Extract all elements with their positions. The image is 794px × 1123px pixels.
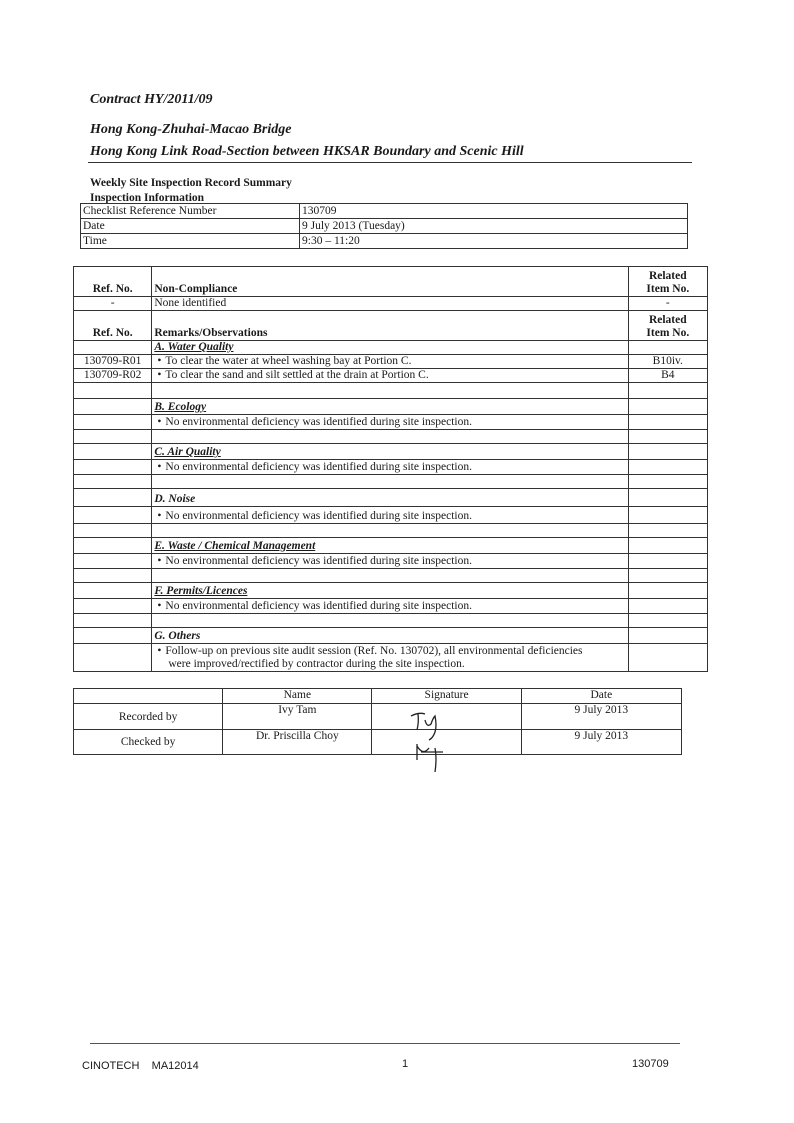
remark-cell — [152, 554, 628, 569]
table-row — [74, 704, 682, 730]
table-row — [74, 628, 708, 644]
desc-cell: None identified — [152, 297, 628, 311]
table-row — [81, 234, 688, 249]
info-value: 9 July 2013 (Tuesday) — [300, 219, 688, 234]
remark-text: • No environmental deficiency was identified during site inspection. — [154, 461, 472, 473]
remark-text: • No environmental deficiency was identified during site inspection. — [154, 600, 472, 612]
category-air-quality — [152, 444, 628, 460]
empty-cell — [628, 538, 707, 554]
category-title: E. Waste / Chemical Management — [154, 540, 316, 552]
empty-cell — [628, 489, 707, 507]
col-name-header: Name — [223, 689, 372, 704]
empty-cell — [628, 460, 707, 475]
table-row — [74, 569, 708, 583]
empty-cell — [628, 524, 707, 538]
col-noncompliance-header: Non-Compliance — [152, 267, 628, 297]
table-row — [74, 355, 708, 369]
table-row — [74, 341, 708, 355]
name-cell: Dr. Priscilla Choy — [223, 730, 372, 755]
empty-cell — [74, 614, 152, 628]
info-value: 130709 — [300, 204, 688, 219]
empty-cell — [74, 628, 152, 644]
table-row — [81, 204, 688, 219]
empty-cell — [74, 599, 152, 614]
empty-cell — [74, 383, 152, 399]
info-label: Date — [81, 219, 300, 234]
remark-cell — [152, 369, 628, 383]
col-date-header: Date — [521, 689, 681, 704]
project-section: Hong Kong Link Road-Section between HKSAR Boundary and Scenic Hill — [90, 144, 524, 159]
info-label: Time — [81, 234, 300, 249]
empty-cell — [74, 538, 152, 554]
category-title: B. Ecology — [154, 401, 207, 413]
table-row — [74, 507, 708, 524]
item-cell: - — [628, 297, 707, 311]
summary-title: Weekly Site Inspection Record Summary — [90, 177, 292, 189]
empty-cell — [152, 383, 628, 399]
remark-text: • No environmental deficiency was identified during site inspection. — [154, 555, 472, 567]
table-row — [74, 297, 708, 311]
project-name: Hong Kong-Zhuhai-Macao Bridge — [90, 122, 292, 137]
remark-text: • No environmental deficiency was identified during site inspection. — [154, 510, 472, 522]
empty-cell — [74, 524, 152, 538]
empty-cell — [74, 689, 223, 704]
table-row — [74, 383, 708, 399]
empty-cell — [628, 415, 707, 430]
ref-cell: 130709-R01 — [74, 355, 152, 369]
table-row — [74, 599, 708, 614]
date-cell: 9 July 2013 — [521, 730, 681, 755]
empty-cell — [152, 569, 628, 583]
col-signature-header: Signature — [372, 689, 521, 704]
empty-cell — [74, 444, 152, 460]
category-water-quality — [152, 341, 628, 355]
empty-cell — [628, 430, 707, 444]
table-row — [74, 369, 708, 383]
remark-cell — [152, 599, 628, 614]
remark-text: • Follow-up on previous site audit session (Ref. No. 130702), all environmental deficiencies — [154, 645, 625, 658]
footer-right: 130709 — [632, 1058, 669, 1070]
item-cell: B10iv. — [628, 355, 707, 369]
table-row — [74, 524, 708, 538]
category-title: C. Air Quality — [154, 446, 221, 458]
remarks-table — [73, 266, 708, 672]
table-row — [74, 730, 682, 755]
remark-cell — [152, 507, 628, 524]
table-row — [74, 399, 708, 415]
date-cell: 9 July 2013 — [521, 704, 681, 730]
empty-cell — [628, 614, 707, 628]
empty-cell — [628, 507, 707, 524]
empty-cell — [74, 507, 152, 524]
footer-rule — [90, 1043, 680, 1044]
role-cell: Checked by — [74, 730, 223, 755]
table-row — [74, 554, 708, 569]
empty-cell — [628, 444, 707, 460]
role-cell: Recorded by — [74, 704, 223, 730]
remark-cell — [152, 460, 628, 475]
category-title: G. Others — [154, 630, 201, 642]
header-line: Item No. — [646, 327, 690, 339]
header-line: Item No. — [646, 283, 690, 295]
empty-cell — [152, 524, 628, 538]
table-row — [74, 267, 708, 297]
table-row — [74, 614, 708, 628]
remark-text: • To clear the sand and silt settled at the drain at Portion C. — [154, 369, 428, 381]
empty-cell — [74, 475, 152, 489]
remark-cell — [152, 355, 628, 369]
header-line: Related — [648, 270, 687, 282]
table-row — [74, 415, 708, 430]
category-others — [152, 628, 628, 644]
ref-cell: - — [74, 297, 152, 311]
table-row — [74, 475, 708, 489]
col-related-item-header — [628, 267, 707, 297]
table-row — [74, 444, 708, 460]
col-ref-header: Ref. No. — [74, 267, 152, 297]
empty-cell — [74, 341, 152, 355]
remark-text: • No environmental deficiency was identified during site inspection. — [154, 416, 472, 428]
info-value: 9:30 – 11:20 — [300, 234, 688, 249]
item-cell: B4 — [628, 369, 707, 383]
name-cell: Ivy Tam — [223, 704, 372, 730]
table-row — [74, 311, 708, 341]
empty-cell — [628, 383, 707, 399]
signoff-table — [73, 688, 682, 755]
empty-cell — [74, 460, 152, 475]
footer-left: CINOTECH MA12014 — [82, 1060, 199, 1072]
table-row — [74, 460, 708, 475]
header-line: Related — [648, 314, 687, 326]
info-label: Checklist Reference Number — [81, 204, 300, 219]
empty-cell — [152, 430, 628, 444]
inspection-info-table — [80, 203, 688, 249]
empty-cell — [74, 644, 152, 672]
empty-cell — [628, 569, 707, 583]
empty-cell — [74, 583, 152, 599]
category-permits — [152, 583, 628, 599]
table-row — [74, 689, 682, 704]
category-waste — [152, 538, 628, 554]
col-ref-header: Ref. No. — [74, 311, 152, 341]
table-row — [74, 538, 708, 554]
category-title: F. Permits/Licences — [154, 585, 248, 597]
remark-text: • To clear the water at wheel washing bay at Portion C. — [154, 355, 411, 367]
empty-cell — [628, 583, 707, 599]
empty-cell — [74, 569, 152, 583]
ref-cell: 130709-R02 — [74, 369, 152, 383]
category-ecology — [152, 399, 628, 415]
table-row — [74, 644, 708, 672]
empty-cell — [74, 415, 152, 430]
empty-cell — [628, 399, 707, 415]
page-number: 1 — [402, 1058, 409, 1070]
empty-cell — [74, 430, 152, 444]
table-row — [74, 430, 708, 444]
empty-cell — [628, 644, 707, 672]
empty-cell — [628, 341, 707, 355]
empty-cell — [628, 628, 707, 644]
contract-number: Contract HY/2011/09 — [90, 92, 213, 107]
table-row — [74, 489, 708, 507]
table-row — [74, 583, 708, 599]
empty-cell — [628, 599, 707, 614]
remark-text-continued: were improved/rectified by contractor during the site inspection. — [168, 658, 465, 670]
empty-cell — [74, 489, 152, 507]
remark-cell — [152, 644, 628, 672]
category-title: D. Noise — [154, 493, 196, 505]
empty-cell — [152, 475, 628, 489]
empty-cell — [628, 475, 707, 489]
signature-recorded-by — [405, 706, 455, 772]
empty-cell — [74, 399, 152, 415]
info-title: Inspection Information — [90, 192, 205, 204]
category-title: A. Water Quality — [154, 341, 234, 353]
empty-cell — [628, 554, 707, 569]
col-related-item-header — [628, 311, 707, 341]
empty-cell — [74, 554, 152, 569]
empty-cell — [152, 614, 628, 628]
header-rule — [88, 162, 692, 163]
category-noise — [152, 489, 628, 507]
col-remarks-header: Remarks/Observations — [152, 311, 628, 341]
table-row — [81, 219, 688, 234]
remark-cell — [152, 415, 628, 430]
